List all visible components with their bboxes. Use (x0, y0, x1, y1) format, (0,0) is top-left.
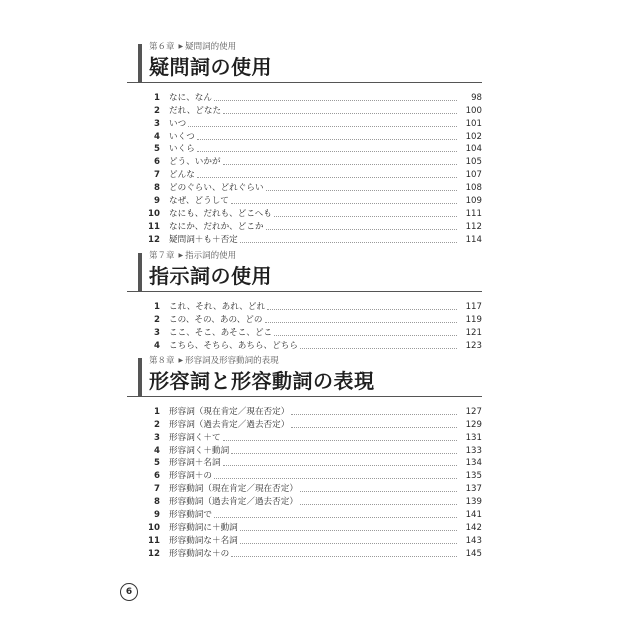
chapter-rule (127, 396, 482, 397)
entry-title: こちら、そちら、あちら、どちら (169, 340, 298, 351)
toc-entry (138, 521, 482, 534)
entry-number: 2 (154, 105, 160, 116)
dot-leader (240, 543, 457, 544)
toc-entry (138, 326, 482, 339)
entry-page: 108 (465, 183, 482, 194)
entry-title: どのぐらい、どれぐらい (169, 183, 264, 194)
toc-entry (138, 418, 482, 431)
dot-leader (300, 504, 457, 505)
entry-number: 6 (154, 157, 160, 168)
dot-leader (214, 478, 457, 479)
entry-number: 7 (154, 484, 160, 495)
triangle-icon: ▶ (178, 252, 184, 259)
dot-leader (214, 100, 457, 101)
dot-leader (267, 309, 457, 310)
toc-list (138, 91, 482, 246)
entry-page: 129 (465, 419, 482, 430)
dot-leader (300, 491, 457, 492)
dot-leader (231, 203, 457, 204)
chapter-7 (138, 250, 482, 352)
toc-entry (138, 339, 482, 352)
entry-title: どんな (169, 170, 195, 181)
entry-page: 107 (465, 170, 482, 181)
entry-number: 7 (154, 170, 160, 181)
chapter-header (138, 41, 482, 79)
entry-page: 133 (465, 445, 482, 456)
entry-title: この、その、あの、どの (169, 314, 263, 325)
entry-title: 疑問詞＋も＋否定 (169, 234, 238, 245)
entry-page: 134 (465, 458, 482, 469)
entry-page: 111 (465, 208, 482, 219)
entry-number: 12 (148, 234, 160, 245)
chapter-number: 第７章 (149, 251, 175, 261)
entry-title: なぜ、どうして (169, 196, 229, 207)
chapter-rule (127, 82, 482, 83)
entry-title: 形容詞＋の (169, 471, 212, 482)
dot-leader (274, 216, 457, 217)
entry-number: 6 (154, 471, 160, 482)
dot-leader (223, 440, 457, 441)
entry-page: 135 (465, 471, 482, 482)
toc-entry (138, 313, 482, 326)
entry-title: 形容詞＋名詞 (169, 458, 221, 469)
entry-page: 102 (465, 131, 482, 142)
entry-number: 3 (154, 327, 160, 338)
entry-title: 形容詞（現在肯定／現在否定） (169, 406, 290, 417)
entry-number: 8 (154, 183, 160, 194)
entry-number: 10 (148, 522, 160, 533)
entry-page: 143 (465, 535, 482, 546)
toc-entry (138, 444, 482, 457)
chapter-sublabel: 形容詞及形容動詞的表現 (185, 356, 279, 366)
dot-leader (197, 151, 457, 152)
triangle-icon: ▶ (178, 357, 184, 364)
chapter-title: 形容詞と形容動詞の表現 (149, 369, 375, 393)
entry-number: 3 (154, 432, 160, 443)
entry-page: 127 (465, 406, 482, 417)
entry-title: いくら (169, 144, 195, 155)
entry-number: 4 (154, 445, 160, 456)
toc-entry (138, 104, 482, 117)
entry-number: 11 (148, 221, 160, 232)
entry-title: これ、それ、あれ、どれ (169, 301, 266, 312)
toc-entry (138, 482, 482, 495)
entry-number: 9 (154, 196, 160, 207)
entry-title: 形容動詞で (169, 510, 212, 521)
toc-entry (138, 508, 482, 521)
toc-entry (138, 431, 482, 444)
dot-leader (266, 190, 457, 191)
toc-entry (138, 181, 482, 194)
dot-leader (231, 556, 457, 557)
entry-title: だれ、どなた (169, 105, 222, 116)
entry-number: 1 (154, 92, 160, 103)
dot-leader (291, 414, 457, 415)
chapter-label (149, 250, 482, 263)
dot-leader (240, 530, 457, 531)
entry-page: 139 (465, 497, 482, 508)
entry-page: 112 (465, 221, 482, 232)
entry-page: 137 (465, 484, 482, 495)
toc-entry (138, 495, 482, 508)
toc-entry (138, 457, 482, 470)
entry-title: 形容動詞に＋動詞 (169, 522, 238, 533)
toc-entry (138, 233, 482, 246)
entry-page: 101 (465, 118, 482, 129)
entry-title: 形容動詞（現在肯定／現在否定） (169, 484, 298, 495)
entry-title: ここ、そこ、あそこ、どこ (169, 327, 273, 338)
toc-entry (138, 469, 482, 482)
chapter-8 (138, 355, 482, 560)
entry-page: 100 (465, 105, 482, 116)
entry-number: 4 (154, 131, 160, 142)
entry-number: 3 (154, 118, 160, 129)
toc-entry (138, 300, 482, 313)
dot-leader (300, 348, 457, 349)
entry-number: 5 (154, 458, 160, 469)
chapter-accent-bar (138, 44, 142, 83)
toc-entry (138, 91, 482, 104)
entry-title: なに、なん (169, 92, 212, 103)
entry-title: 形容動詞（過去肯定／過去否定） (169, 497, 298, 508)
dot-leader (188, 126, 457, 127)
dot-leader (214, 517, 457, 518)
chapter-6 (138, 41, 482, 246)
entry-page: 142 (465, 522, 482, 533)
entry-number: 4 (154, 340, 160, 351)
chapter-title: 指示詞の使用 (149, 264, 272, 288)
entry-title: 形容詞く＋動詞 (169, 445, 230, 456)
dot-leader (197, 177, 457, 178)
entry-page: 119 (465, 314, 482, 325)
toc-entry (138, 194, 482, 207)
chapter-label (149, 41, 482, 54)
dot-leader (240, 242, 457, 243)
entry-page: 114 (465, 234, 482, 245)
entry-title: 形容動詞な＋の (169, 548, 230, 559)
chapter-accent-bar (138, 253, 142, 292)
chapter-label (149, 355, 482, 368)
toc-entry (138, 155, 482, 168)
toc-entry (138, 547, 482, 560)
page-number: 6 (120, 583, 138, 601)
entry-number: 10 (148, 208, 160, 219)
dot-leader (265, 322, 458, 323)
entry-page: 121 (465, 327, 482, 338)
dot-leader (223, 164, 457, 165)
toc-entry (138, 117, 482, 130)
entry-page: 98 (471, 92, 482, 103)
chapter-accent-bar (138, 358, 142, 397)
toc-entry (138, 207, 482, 220)
entry-number: 8 (154, 497, 160, 508)
chapter-rule (127, 291, 482, 292)
entry-number: 11 (148, 535, 160, 546)
dot-leader (274, 335, 457, 336)
dot-leader (266, 229, 457, 230)
toc-entry (138, 220, 482, 233)
dot-leader (197, 139, 457, 140)
chapter-number: 第６章 (149, 42, 175, 52)
toc-entry (138, 130, 482, 143)
toc-list (138, 300, 482, 352)
entry-title: なにも、だれも、どこへも (169, 208, 272, 219)
toc-list (138, 405, 482, 560)
entry-title: なにか、だれか、どこか (169, 221, 264, 232)
entry-title: いつ (169, 118, 187, 129)
entry-page: 145 (465, 548, 482, 559)
entry-page: 109 (465, 196, 482, 207)
entry-title: 形容詞く＋て (169, 432, 221, 443)
chapter-title: 疑問詞の使用 (149, 55, 272, 79)
dot-leader (291, 427, 457, 428)
entry-number: 9 (154, 510, 160, 521)
entry-title: 形容詞（過去肯定／過去否定） (169, 419, 290, 430)
entry-number: 12 (148, 548, 160, 559)
dot-leader (223, 113, 457, 114)
toc-entry (138, 168, 482, 181)
entry-page: 123 (465, 340, 482, 351)
entry-title: どう、いかが (169, 157, 221, 168)
chapter-header (138, 355, 482, 393)
dot-leader (231, 453, 457, 454)
toc-entry (138, 143, 482, 156)
chapter-sublabel: 指示詞的使用 (185, 251, 237, 261)
entry-number: 5 (154, 144, 160, 155)
entry-page: 105 (465, 157, 482, 168)
entry-number: 1 (154, 301, 160, 312)
entry-page: 131 (465, 432, 482, 443)
entry-number: 2 (154, 419, 160, 430)
entry-title: 形容動詞な＋名詞 (169, 535, 238, 546)
toc-entry (138, 534, 482, 547)
dot-leader (223, 465, 457, 466)
entry-number: 2 (154, 314, 160, 325)
triangle-icon: ▶ (178, 43, 184, 50)
entry-page: 117 (465, 301, 482, 312)
chapter-sublabel: 疑問詞的使用 (185, 42, 237, 52)
entry-number: 1 (154, 406, 160, 417)
entry-page: 141 (465, 510, 482, 521)
chapter-number: 第８章 (149, 356, 175, 366)
entry-title: いくつ (169, 131, 195, 142)
chapter-header (138, 250, 482, 288)
toc-entry (138, 405, 482, 418)
entry-page: 104 (465, 144, 482, 155)
